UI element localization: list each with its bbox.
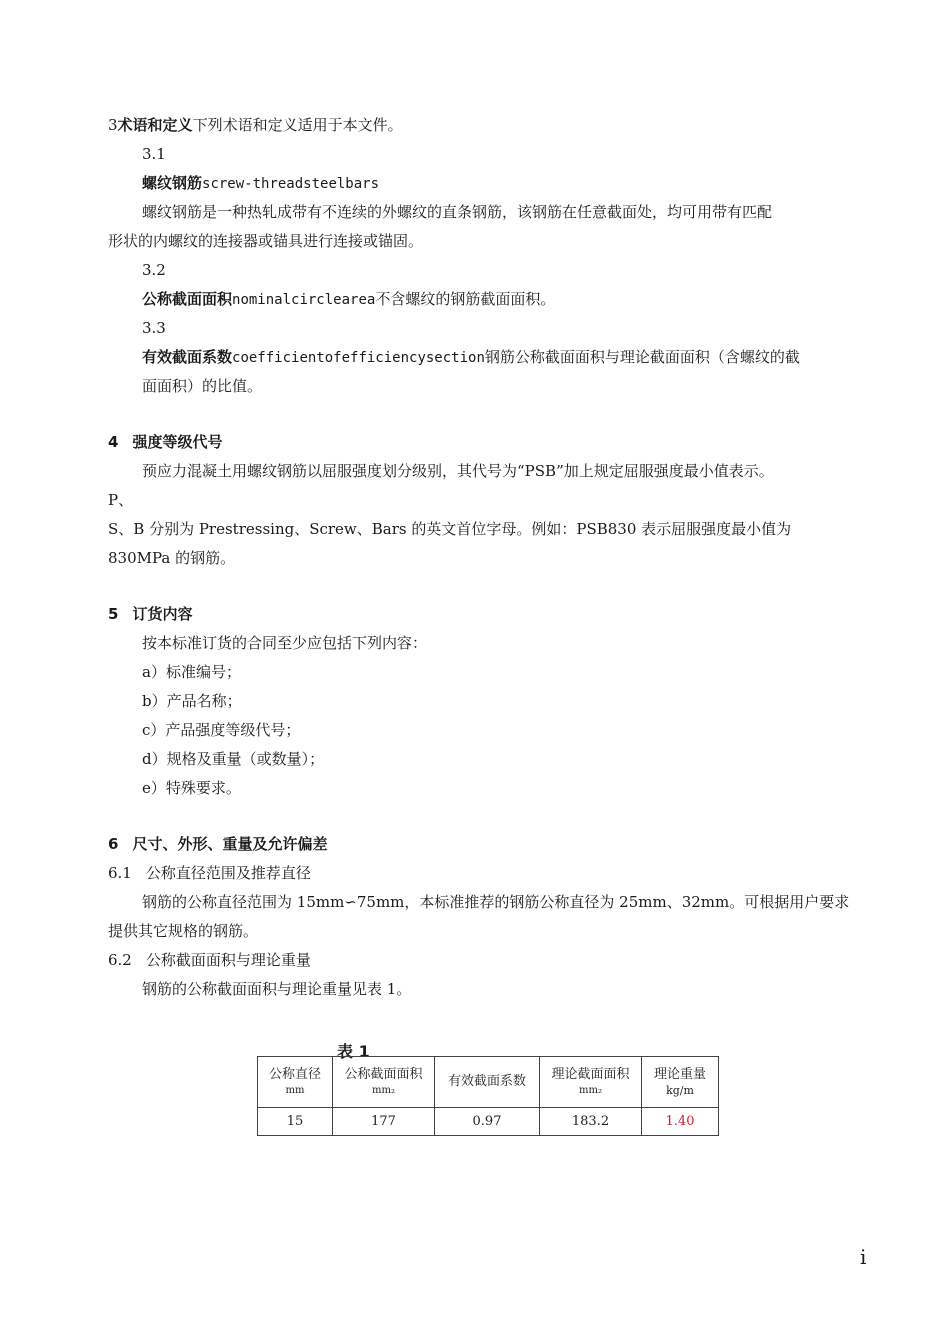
table-cell-coefficient: 0.97	[435, 1108, 540, 1136]
table-cell-nominal-area: 177	[333, 1108, 435, 1136]
section-5-heading	[108, 603, 192, 625]
table-header-cell: 公称直径 mm	[258, 1057, 333, 1108]
section-4-paragraph-line4: 830MPa 的钢筋。	[108, 549, 236, 567]
term-3-1-name: 螺纹钢筋	[142, 174, 203, 192]
table-cell-diameter: 15	[258, 1108, 333, 1136]
list-item: a）标准编号；	[142, 663, 241, 681]
section-3-number: 3	[108, 116, 118, 134]
term-3-2-number: 3.2	[142, 261, 166, 279]
subsection-6-1-title: 公称直径范围及推荐直径	[145, 864, 311, 882]
spec-table	[257, 1056, 719, 1136]
table-header-row	[258, 1057, 719, 1108]
section-4-paragraph-line2: P、	[108, 491, 134, 509]
section-3-heading	[108, 114, 403, 136]
section-5-title: 订货内容	[132, 605, 193, 623]
subsection-6-2-number: 6.2	[108, 951, 132, 969]
subsection-6-1-heading	[108, 862, 311, 884]
term-3-3-number: 3.3	[142, 319, 166, 337]
section-5-number: 5	[108, 605, 119, 623]
table-row	[258, 1108, 719, 1136]
table-header-cell: 理论截面面积 mm₂	[540, 1057, 642, 1108]
table-header-cell: 公称截面面积 mm₂	[333, 1057, 435, 1108]
section-4-paragraph-line3: S、B 分别为 Prestressing、Screw、Bars 的英文首位字母。例如：PSB830 表示屈服强度最小值为	[108, 520, 792, 538]
term-3-2-heading	[142, 288, 555, 311]
term-3-1-definition-line2: 形状的内螺纹的连接器或锚具进行连接或锚固。	[108, 232, 424, 250]
table-caption: 表 1	[337, 1042, 370, 1061]
section-4-paragraph-line1: 预应力混凝土用螺纹钢筋以屈服强度划分级别，其代号为“PSB”加上规定屈服强度最小值表示。	[142, 462, 774, 480]
subsection-6-2-heading	[108, 949, 311, 971]
list-item: c）产品强度等级代号；	[142, 721, 301, 739]
subsection-6-1-number: 6.1	[108, 864, 132, 882]
page-number: i	[860, 1245, 867, 1269]
section-6-heading	[108, 833, 327, 855]
term-3-1-definition-line1: 螺纹钢筋是一种热轧成带有不连续的外螺纹的直条钢筋，该钢筋在任意截面处，均可用带有匹配	[142, 203, 773, 221]
term-3-3-heading	[142, 346, 800, 369]
term-3-3-name: 有效截面系数	[142, 348, 233, 366]
term-3-2-name: 公称截面面积	[142, 290, 233, 308]
section-6-number: 6	[108, 835, 119, 853]
term-3-2-definition: 不含螺纹的钢筋截面面积。	[375, 290, 556, 308]
term-3-2-english: nominalcirclearea	[232, 292, 376, 308]
term-3-3-definition-line2: 面面积）的比值。	[142, 377, 263, 395]
section-3-intro: 下列术语和定义适用于本文件。	[192, 116, 403, 134]
section-4-number: 4	[108, 433, 119, 451]
term-3-3-definition-line1: 钢筋公称截面面积与理论截面面积（含螺纹的截	[484, 348, 800, 366]
term-3-1-heading	[142, 172, 379, 195]
table-cell-theoretical-area: 183.2	[540, 1108, 642, 1136]
subsection-6-2-title: 公称截面面积与理论重量	[145, 951, 311, 969]
term-3-1-english: screw-threadsteelbars	[202, 176, 380, 192]
subsection-6-2-paragraph: 钢筋的公称截面面积与理论重量见表 1。	[142, 980, 412, 998]
section-5-intro: 按本标准订货的合同至少应包括下列内容：	[142, 634, 428, 652]
subsection-6-1-paragraph-line2: 提供其它规格的钢筋。	[108, 922, 259, 940]
table-header-cell: 理论重量 kg/m	[642, 1057, 719, 1108]
section-4-heading	[108, 431, 222, 453]
list-item: e）特殊要求。	[142, 779, 241, 797]
section-4-title: 强度等级代号	[132, 433, 223, 451]
list-item: d）规格及重量（或数量）；	[142, 750, 325, 768]
term-3-1-number: 3.1	[142, 145, 166, 163]
list-item: b）产品名称；	[142, 692, 242, 710]
table-header-cell: 有效截面系数	[435, 1057, 540, 1108]
table-cell-weight: 1.40	[642, 1108, 719, 1136]
subsection-6-1-paragraph-line1: 钢筋的公称直径范围为 15mm∽75mm，本标准推荐的钢筋公称直径为 25mm、32mm。可根据用户要求	[142, 893, 850, 911]
section-3-title: 术语和定义	[117, 116, 193, 134]
section-6-title: 尺寸、外形、重量及允许偏差	[132, 835, 328, 853]
term-3-3-english: coefficientofefficiencysection	[232, 350, 485, 366]
